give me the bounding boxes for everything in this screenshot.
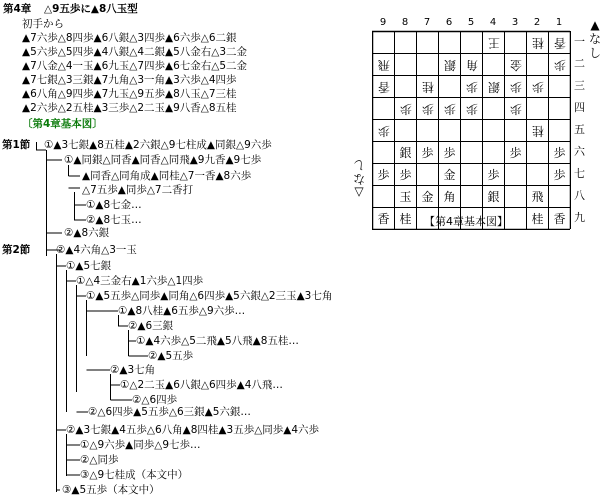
gote-piece: 歩 [531,79,544,94]
sente-piece: 銀 [487,189,500,204]
variation-line: ②△同歩 [80,454,119,466]
section-label: 第2節 [2,244,31,256]
file-number: 3 [511,17,519,28]
sente-piece: 玉 [399,189,412,204]
variation-line: ③▲5五歩（本文中） [62,484,160,496]
variation-line: ②▲8七玉… [86,214,142,226]
gote-piece: 飛 [377,57,390,72]
gote-piece: 香 [377,79,390,94]
variation-line: ▲同香△同角成▲同桂△7一香▲8六歩 [82,170,252,182]
variation-line: ②▲6三銀 [128,320,174,332]
variation-line: ②▲8六銀 [64,227,110,239]
sente-piece: 飛 [531,189,544,204]
gote-piece: 角 [465,57,478,72]
variation-line: ①▲5五歩△同歩▲同角△6四歩▲5六銀△2三玉▲3七角 [86,290,333,302]
file-number: 9 [379,17,387,28]
gote-piece: 金 [509,57,522,72]
variation-line: ②△6四歩 [132,394,178,406]
rank-number: 四 [574,101,585,114]
sente-piece: 歩 [553,145,566,160]
sente-piece: 歩 [553,167,566,182]
sente-piece: 歩 [487,167,500,182]
sente-piece: 桂 [531,211,544,226]
intro-line: 初手から [22,18,64,30]
intro-line: ▲5六歩△5四歩▲4八銀△4二銀▲5八金右△3二金 [22,46,248,58]
rank-number: 五 [574,123,585,136]
intro-line: ▲6八角△9四歩▲7九玉△9五歩▲8八玉△7三桂 [22,88,237,100]
sente-piece: 歩 [509,145,522,160]
rank-number: 三 [574,79,585,92]
sente-piece: 銀 [399,145,412,160]
gote-piece: 歩 [509,101,522,116]
board-caption: 【第4章基本図】 [424,215,508,228]
section-mainline: ①▲3七銀▲8五桂▲2六銀△9七柱成▲同銀△9六歩 [44,139,272,151]
variation-line: ①△2二玉▲6八銀△6四歩▲4八飛… [120,379,283,391]
variation-line: ①▲4六歩△5二飛▲5八飛▲8五桂… [136,335,299,347]
intro-line: ▲7八金△4一玉▲6九玉△7四歩▲6七金右△5二金 [22,60,248,72]
rank-number: 八 [574,189,585,202]
file-number: 4 [489,17,497,28]
sente-piece: 香 [377,211,390,226]
rank-number: 二 [574,57,585,70]
gote-piece: 香 [553,35,566,50]
variation-line: ②▲3七銀▲4五歩△6八角▲8四桂▲3五歩△同歩▲4六歩 [66,424,320,436]
file-number: 7 [423,17,431,28]
rank-number: 六 [574,145,585,158]
variation-line: ②▲3七角 [110,364,156,376]
gote-piece: 歩 [465,79,478,94]
rank-number: 九 [574,211,585,224]
sente-hand: △なし [353,158,366,200]
chapter-theme: △9五歩に▲8八玉型 [44,3,138,15]
variation-line: ①▲8七金… [86,199,142,211]
variation-line: ③△9七桂成（本文中） [80,469,189,481]
sente-piece: 桂 [399,211,412,226]
gote-piece: 歩 [399,101,412,116]
variation-line: ①△9六歩▲同歩△9七歩… [80,439,201,451]
rank-number: 七 [574,167,585,180]
gote-piece: 歩 [553,57,566,72]
variation-line: ①▲同銀△同香▲同香△同飛▲9九香▲9七歩 [64,154,262,166]
gote-piece: 桂 [531,123,544,138]
file-number: 1 [555,17,563,28]
gote-piece: 銀 [487,79,500,94]
gote-hand: ▲なし [588,18,601,60]
gote-piece: 桂 [531,35,544,50]
intro-line: ▲2六歩△2五桂▲3三歩△2二玉▲9八香△8五桂 [22,102,237,114]
variation-line: ①▲5七銀 [66,260,112,272]
sente-piece: 歩 [421,145,434,160]
gote-piece: 歩 [377,123,390,138]
gote-piece: 王 [487,35,500,50]
chapter-label: 第4章 [3,3,32,15]
gote-piece: 歩 [421,101,434,116]
sente-piece: 歩 [399,167,412,182]
base-diagram-label: 〔第4章基本図〕 [22,118,103,130]
sente-piece: 金 [443,167,456,182]
intro-line: ▲7七銀△3三銀▲7九角△3一角▲3六歩△4四歩 [22,74,237,86]
sente-piece: 角 [443,189,456,204]
file-number: 6 [445,17,453,28]
rank-number: 一 [574,35,585,48]
variation-line: ①▲8八桂▲6五歩△9六歩… [118,305,246,317]
sente-piece: 金 [421,189,434,204]
variation-line: ①△4三金右▲1六歩△1四歩 [76,275,204,287]
gote-piece: 歩 [509,79,522,94]
sente-piece: 歩 [443,145,456,160]
sente-piece: 歩 [377,167,390,182]
section-label: 第1節 [2,139,31,151]
file-number: 2 [533,17,541,28]
gote-piece: 歩 [443,101,456,116]
gote-piece: 銀 [443,57,456,72]
intro-line: ▲7六歩△8四歩▲6八銀△3四歩▲6六歩△6二銀 [22,32,237,44]
variation-line: △7五歩▲同歩△7二香打 [82,184,194,196]
variation-line: ②△6四歩▲5五歩△6三銀▲5六銀… [88,406,251,418]
section-mainline: ②▲4六角△3一玉 [56,244,137,256]
gote-piece: 桂 [421,79,434,94]
gote-piece: 歩 [465,101,478,116]
file-number: 8 [401,17,409,28]
file-number: 5 [467,17,475,28]
variation-line: ②▲5五歩 [148,350,194,362]
sente-piece: 香 [553,211,566,226]
